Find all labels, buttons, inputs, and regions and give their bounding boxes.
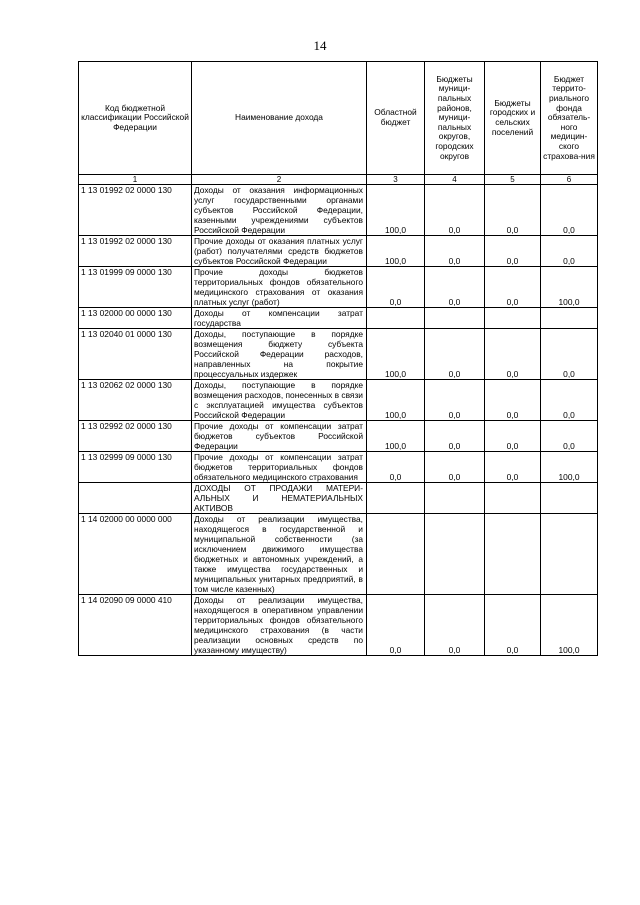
column-number: 3 — [367, 175, 425, 185]
column-number-row — [79, 175, 598, 185]
row-value-fund: 0,0 — [541, 421, 598, 452]
row-value-municipal-districts: 0,0 — [425, 595, 485, 656]
column-number: 5 — [485, 175, 541, 185]
row-value-fund: 0,0 — [541, 236, 598, 267]
row-value-regional — [367, 308, 425, 329]
row-value-regional: 0,0 — [367, 595, 425, 656]
row-code: 1 13 02000 00 0000 130 — [79, 308, 192, 329]
row-name: Доходы от оказания информационных услуг государственными органами субъектов Российской Федерации, казенными учреждениями субъектов Российской Федерации — [192, 185, 367, 236]
row-value-fund — [541, 483, 598, 514]
row-code: 1 13 02999 09 0000 130 — [79, 452, 192, 483]
row-value-settlements — [485, 308, 541, 329]
table-row — [79, 185, 598, 236]
row-value-regional: 0,0 — [367, 267, 425, 308]
row-value-municipal-districts: 0,0 — [425, 236, 485, 267]
row-value-settlements — [485, 483, 541, 514]
row-code: 1 13 01992 02 0000 130 — [79, 236, 192, 267]
row-value-settlements: 0,0 — [485, 236, 541, 267]
row-value-settlements: 0,0 — [485, 595, 541, 656]
row-code: 1 13 02040 01 0000 130 — [79, 329, 192, 380]
row-name: Доходы, поступающие в порядке возмещения бюджету субъекта Российской Федерации расходов, направленных на покрытие процессуальных издержек — [192, 329, 367, 380]
revenue-table — [78, 61, 598, 656]
table-row — [79, 483, 598, 514]
row-name: ДОХОДЫ ОТ ПРОДАЖИ МАТЕРИ-АЛЬНЫХ И НЕМАТЕРИАЛЬНЫХ АКТИВОВ — [192, 483, 367, 514]
row-value-settlements — [485, 514, 541, 595]
row-code: 1 13 02062 02 0000 130 — [79, 380, 192, 421]
row-value-fund: 0,0 — [541, 185, 598, 236]
row-value-municipal-districts: 0,0 — [425, 452, 485, 483]
row-value-municipal-districts: 0,0 — [425, 421, 485, 452]
row-code: 1 14 02000 00 0000 000 — [79, 514, 192, 595]
row-value-fund: 0,0 — [541, 329, 598, 380]
row-code: 1 13 02992 02 0000 130 — [79, 421, 192, 452]
table-row — [79, 452, 598, 483]
row-value-municipal-districts — [425, 483, 485, 514]
row-value-regional: 0,0 — [367, 452, 425, 483]
header-code: Код бюджетной классификации Российской Федерации — [79, 62, 192, 175]
row-name: Прочие доходы от компенсации затрат бюджетов субъектов Российской Федерации — [192, 421, 367, 452]
row-value-fund: 0,0 — [541, 380, 598, 421]
row-value-settlements: 0,0 — [485, 380, 541, 421]
row-code — [79, 483, 192, 514]
row-name: Прочие доходы от компенсации затрат бюджетов территориальных фондов обязательного медицинского страхования — [192, 452, 367, 483]
row-value-settlements: 0,0 — [485, 452, 541, 483]
row-value-fund: 100,0 — [541, 267, 598, 308]
header-municipal-districts: Бюджеты муници-пальных районов, муници-пальных округов, городских округов — [425, 62, 485, 175]
column-number: 2 — [192, 175, 367, 185]
header-name: Наименование дохода — [192, 62, 367, 175]
row-value-regional: 100,0 — [367, 185, 425, 236]
row-value-regional: 100,0 — [367, 329, 425, 380]
row-value-regional — [367, 514, 425, 595]
column-number: 4 — [425, 175, 485, 185]
row-name: Доходы от реализации имущества, находящегося в оперативном управлении территориальных фондов обязательного медицинского страхования (в части реализации основных средств по указанному имуществу) — [192, 595, 367, 656]
row-name: Доходы, поступающие в порядке возмещения расходов, понесенных в связи с эксплуатацией имущества субъектов Российской Федерации — [192, 380, 367, 421]
table-row — [79, 421, 598, 452]
row-name: Доходы от компенсации затрат государства — [192, 308, 367, 329]
table-row — [79, 514, 598, 595]
header-settlements: Бюджеты городских и сельских поселений — [485, 62, 541, 175]
column-number: 1 — [79, 175, 192, 185]
row-name: Доходы от реализации имущества, находящегося в государственной и муниципальной собственности (за исключением движимого имущества бюджетных и автономных учреждений, а также имущества государственных и муниципальных унитарных предприятий, в том числе казенных) — [192, 514, 367, 595]
row-value-regional: 100,0 — [367, 380, 425, 421]
row-value-municipal-districts: 0,0 — [425, 185, 485, 236]
table-body — [79, 185, 598, 656]
row-value-municipal-districts: 0,0 — [425, 329, 485, 380]
table-row — [79, 329, 598, 380]
row-value-regional: 100,0 — [367, 236, 425, 267]
row-value-fund: 100,0 — [541, 595, 598, 656]
row-code: 1 14 02090 09 0000 410 — [79, 595, 192, 656]
row-value-municipal-districts — [425, 514, 485, 595]
row-value-fund — [541, 514, 598, 595]
row-name: Прочие доходы от оказания платных услуг (работ) получателями средств бюджетов субъектов Российской Федерации — [192, 236, 367, 267]
row-value-settlements: 0,0 — [485, 185, 541, 236]
table-row — [79, 236, 598, 267]
row-value-fund — [541, 308, 598, 329]
row-value-municipal-districts: 0,0 — [425, 380, 485, 421]
table-row — [79, 308, 598, 329]
header-row — [79, 62, 598, 175]
table-row — [79, 595, 598, 656]
row-value-settlements: 0,0 — [485, 267, 541, 308]
header-fund: Бюджет террито-риального фонда обязатель-ного медицин-ского страхова-ния — [541, 62, 598, 175]
row-name: Прочие доходы бюджетов территориальных фондов обязательного медицинского страхования от оказания платных услуг (работ) — [192, 267, 367, 308]
row-value-settlements: 0,0 — [485, 329, 541, 380]
row-value-regional: 100,0 — [367, 421, 425, 452]
row-value-fund: 100,0 — [541, 452, 598, 483]
row-value-settlements: 0,0 — [485, 421, 541, 452]
row-value-regional — [367, 483, 425, 514]
row-value-municipal-districts — [425, 308, 485, 329]
table-row — [79, 267, 598, 308]
column-number: 6 — [541, 175, 598, 185]
row-code: 1 13 01992 02 0000 130 — [79, 185, 192, 236]
header-regional: Областной бюджет — [367, 62, 425, 175]
table-row — [79, 380, 598, 421]
row-code: 1 13 01999 09 0000 130 — [79, 267, 192, 308]
row-value-municipal-districts: 0,0 — [425, 267, 485, 308]
page-number: 14 — [313, 38, 327, 53]
